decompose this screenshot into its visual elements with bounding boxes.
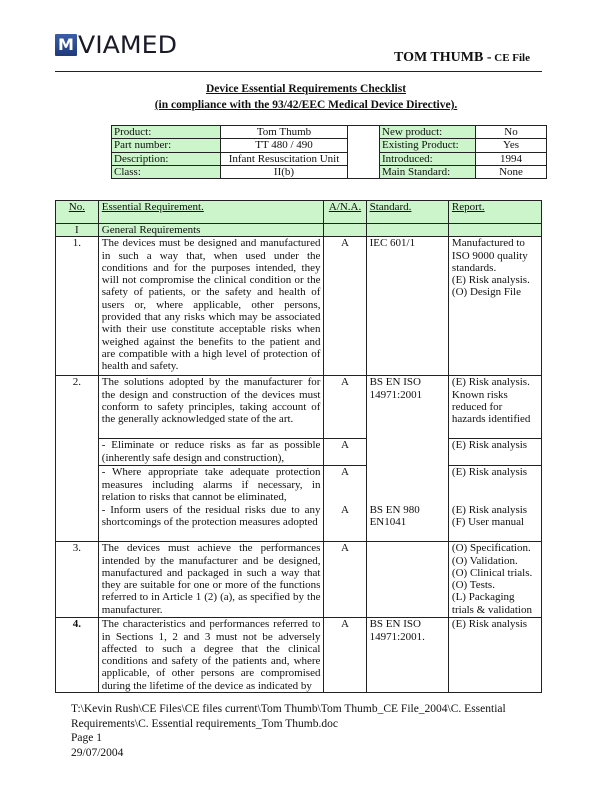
info-spacer	[348, 126, 380, 179]
table-row	[56, 504, 542, 542]
info-value: None	[476, 165, 547, 178]
logo-text: VIAMED	[78, 31, 177, 59]
page-number: Page 1	[71, 732, 102, 744]
info-row	[112, 126, 547, 139]
applicable-value: A	[324, 618, 366, 693]
applicable-value: A	[324, 439, 366, 466]
product-info-table	[111, 125, 547, 179]
info-label: New product:	[380, 126, 476, 139]
applicable-value: A	[324, 504, 366, 542]
info-row	[112, 152, 547, 165]
info-value: No	[476, 126, 547, 139]
report-value: (E) Risk analysis	[448, 618, 541, 693]
file-path-line1: T:\Kevin Rush\CE Files\CE files current\Tom Thumb\Tom Thumb_CE File_2004\C. Essential	[71, 703, 506, 715]
info-label: Introduced:	[380, 152, 476, 165]
info-label: Part number:	[112, 139, 221, 152]
col-header-standard: Standard.	[366, 201, 448, 224]
requirement-number: 4.	[56, 618, 99, 693]
info-label: Product:	[112, 126, 221, 139]
report-value: (E) Risk analysis	[448, 439, 541, 466]
checklist-title: Device Essential Requirements Checklist	[205, 83, 407, 95]
table-row	[56, 618, 542, 693]
table-row	[56, 376, 542, 439]
info-row	[112, 165, 547, 178]
info-value: Tom Thumb	[221, 126, 348, 139]
info-value: Infant Resuscitation Unit	[221, 152, 348, 165]
checklist-subtitle: (in compliance with the 93/42/EEC Medical Device Directive).	[154, 99, 458, 111]
standard-value: BS EN 980 EN1041	[366, 504, 448, 542]
standard-value: BS EN ISO 14971:2001.	[366, 618, 448, 693]
file-path-line2: Requirements\C. Essential requirements_Tom Thumb.doc	[71, 717, 338, 730]
table-row	[56, 237, 542, 376]
requirement-number: 2.	[56, 376, 99, 542]
document-title-suffix: CE File	[491, 52, 530, 64]
requirement-text: The devices must be designed and manufactured in such a way that, when used under the conditions and for the purposes intended, they will not compromise the clinical condition or the safety of patients, or the safety and health of users or, where applicable, other persons, provided that any risks which may be associated with their use constitute acceptable risks when weighed against the benefits to the patient and are compatible with a high level of protection of health and safety.	[98, 237, 324, 376]
standard-value	[366, 542, 448, 618]
standard-value: BS EN ISO 14971:2001	[366, 376, 448, 439]
document-title-main: TOM THUMB -	[394, 50, 492, 65]
standard-value: IEC 601/1	[366, 237, 448, 376]
requirements-table	[55, 200, 542, 693]
requirement-text: The devices must achieve the performances intended by the manufacturer and be designed, manufactured and packaged in such a way that they are suitable for one or more of the functions referred to in Article 1 (2) (a), as specified by the manufacturer.	[98, 542, 324, 618]
applicable-value: A	[324, 542, 366, 618]
col-header-no: No.	[56, 201, 99, 224]
applicable-value: A	[324, 466, 366, 504]
requirement-text: - Eliminate or reduce risks as far as possible (inherently safe design and construction),	[98, 439, 324, 466]
info-row	[112, 139, 547, 152]
col-header-applicable: A/N.A.	[324, 201, 366, 224]
table-row	[56, 466, 542, 504]
report-value: (E) Risk analysis (F) User manual	[448, 504, 541, 542]
info-label: Existing Product:	[380, 139, 476, 152]
info-label: Class:	[112, 165, 221, 178]
info-value: TT 480 / 490	[221, 139, 348, 152]
requirement-number: 3.	[56, 542, 99, 618]
info-label: Main Standard:	[380, 165, 476, 178]
info-label: Description:	[112, 152, 221, 165]
info-value: 1994	[476, 152, 547, 165]
requirement-text: The solutions adopted by the manufacturer for the design and construction of the devices must conform to safety principles, taking account of the generally acknowledged state of the art.	[98, 376, 324, 439]
print-date: 29/07/2004	[71, 746, 124, 759]
col-header-requirement: Essential Requirement.	[98, 201, 324, 224]
table-row	[56, 542, 542, 618]
table-header-row	[56, 201, 542, 224]
section-number: I	[56, 224, 99, 237]
requirement-text: The characteristics and performances referred to in Sections 1, 2 and 3 must not be adversely affected to such a degree that the clinical conditions and safety of the patients and, where applicable, of other persons are compromised during the lifetime of the device as indicated by	[98, 618, 324, 693]
report-value: (O) Specification. (O) Validation. (O) Clinical trials. (O) Tests. (L) Packaging trials & validation	[448, 542, 541, 618]
report-value: (E) Risk analysis. Known risks reduced for hazards identified	[448, 376, 541, 439]
applicable-value: A	[324, 237, 366, 376]
requirement-text: - Where appropriate take adequate protection measures including alarms if necessary, in relation to risks that cannot be eliminated,	[98, 466, 324, 504]
requirement-text: - Inform users of the residual risks due to any shortcomings of the protection measures adopted	[98, 504, 324, 542]
section-label: General Requirements	[98, 224, 324, 237]
col-header-report: Report.	[448, 201, 541, 224]
report-value: (E) Risk analysis	[448, 466, 541, 504]
viamed-logo	[55, 31, 177, 59]
report-value: Manufactured to ISO 9000 quality standards. (E) Risk analysis. (O) Design File	[448, 237, 541, 376]
page-footer	[71, 702, 506, 760]
document-title	[394, 50, 530, 66]
info-value: Yes	[476, 139, 547, 152]
requirement-number: 1.	[56, 237, 99, 376]
applicable-value: A	[324, 376, 366, 439]
table-row	[56, 439, 542, 466]
section-row	[56, 224, 542, 237]
info-value: II(b)	[221, 165, 348, 178]
header-divider	[55, 71, 542, 72]
logo-mark-icon: M	[55, 34, 77, 56]
